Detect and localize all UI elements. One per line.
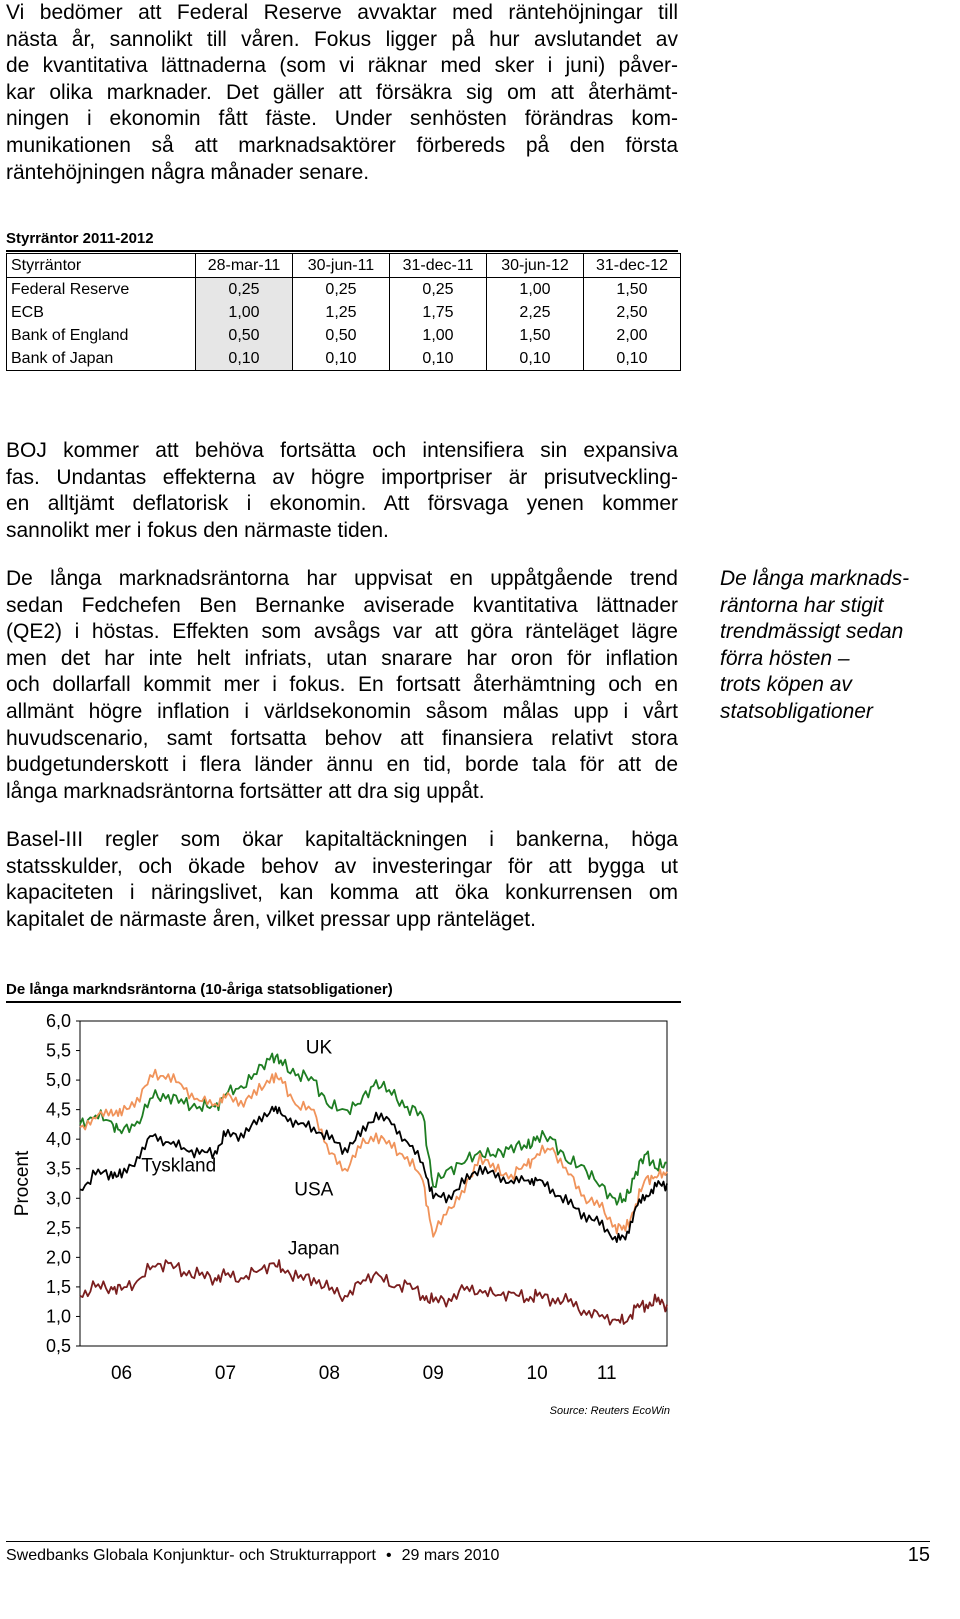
text-line: allmänt högre inflation i världsekonomin såsom målas upp i vårt: [6, 699, 678, 723]
table-header-cell: 30-jun-12: [487, 254, 584, 278]
table-cell: 2,50: [584, 301, 681, 324]
table-cell: 0,10: [196, 347, 293, 371]
text-line: men det har inte helt infriats, utan snarare har oron för inflation: [6, 646, 678, 670]
table-header-cell: 31-dec-11: [390, 254, 487, 278]
table-cell: 0,10: [487, 347, 584, 371]
x-tick-label: 06: [110, 1363, 133, 1384]
paragraph-fed-outlook: [6, 0, 678, 186]
y-tick-label: 3,5: [45, 1158, 71, 1179]
text-line: sedan Fedchefen Ben Bernanke aviserade kvantitativa lättnader: [6, 593, 678, 617]
footer-bullet: •: [385, 1547, 392, 1564]
series-line-japan: [80, 1260, 667, 1325]
table-cell: Bank of Japan: [7, 347, 196, 371]
y-tick-label: 1,5: [45, 1276, 71, 1297]
y-tick-label: 0,5: [45, 1336, 71, 1356]
text-line: kar olika marknader. Det gäller att försäkra sig om att återhämt-: [6, 80, 678, 104]
x-tick-label: 09: [422, 1363, 444, 1384]
x-tick-label: 08: [318, 1363, 340, 1384]
text-line: huvudscenario, samt fortsatta behov att finansiera relativt stora: [6, 726, 678, 750]
table-row: [7, 324, 681, 347]
policy-rates-table: [6, 253, 681, 371]
table-cell: 0,25: [196, 278, 293, 302]
text-line: Basel-III regler som ökar kapitaltäckningen i bankerna, höga: [6, 828, 678, 851]
text-line: kapaciteten i näringslivet, kan komma att öka konkurrensen om: [6, 881, 678, 905]
y-tick-label: 3,0: [45, 1188, 71, 1209]
table-cell: 1,00: [487, 278, 584, 302]
table-cell: 0,10: [584, 347, 681, 371]
table-cell: 0,25: [390, 278, 487, 302]
text-line: munikationen så att marknadsaktörer förbereds på den första: [6, 133, 678, 157]
y-tick-label: 5,0: [45, 1070, 71, 1091]
table-cell: 1,50: [584, 278, 681, 302]
paragraph-long-rates: [6, 566, 678, 805]
footer-publication: Swedbanks Globala Konjunktur- och Strukturrapport: [6, 1547, 376, 1564]
chart-title: De långa markndsräntorna (10-åriga statsobligationer): [6, 981, 393, 998]
table-cell: 0,50: [293, 324, 390, 347]
margin-note-line: trots köpen av: [720, 673, 852, 697]
table-row: [7, 347, 681, 371]
table-cell: 2,25: [487, 301, 584, 324]
page-number: 15: [907, 1544, 930, 1566]
y-tick-label: 4,0: [45, 1129, 71, 1150]
paragraph-boj: [6, 438, 678, 544]
y-axis-label: Procent: [12, 1150, 33, 1217]
table-header-row: [7, 254, 681, 278]
bond-yield-chart: [0, 1003, 700, 1403]
table-cell: 1,25: [293, 301, 390, 324]
series-annotation: UK: [305, 1037, 333, 1059]
y-tick-label: 5,5: [45, 1040, 71, 1061]
table-cell: 1,00: [390, 324, 487, 347]
chart-source: Source: Reuters EcoWin: [549, 1405, 670, 1417]
text-line: (QE2) i höstas. Effekten som avsågs var att göra ränteläget lägre: [6, 620, 678, 644]
text-line: fas. Undantas effekterna av högre importpriser är prisutveckling-: [6, 465, 678, 489]
y-tick-label: 4,5: [45, 1099, 71, 1120]
text-line: BOJ kommer att behöva fortsätta och intensifiera sin expansiva: [6, 439, 678, 462]
series-annotation: Tyskland: [141, 1155, 217, 1177]
margin-note-line: räntorna har stigit: [720, 593, 884, 617]
y-tick-label: 6,0: [45, 1011, 71, 1031]
table-row: [7, 301, 681, 324]
margin-note-line: förra hösten –: [720, 646, 850, 670]
text-line: de kvantitativa lättnaderna (som vi räknar med sker i juni) påver-: [6, 54, 678, 78]
series-annotation: USA: [294, 1179, 334, 1201]
table-cell: 2,00: [584, 324, 681, 347]
table-title: Styrräntor 2011-2012: [6, 230, 154, 247]
table-cell: 0,25: [293, 278, 390, 302]
table-cell: ECB: [7, 301, 196, 324]
y-tick-label: 1,0: [45, 1306, 71, 1327]
y-tick-label: 2,5: [45, 1217, 71, 1238]
footer-date: 29 mars 2010: [401, 1547, 500, 1564]
paragraph-basel: [6, 827, 678, 933]
table-top-rule: [6, 250, 678, 252]
table-cell: 1,50: [487, 324, 584, 347]
margin-note-line: De långa marknads-: [720, 567, 910, 590]
footer-rule: [6, 1541, 930, 1542]
table-cell: 1,75: [390, 301, 487, 324]
margin-note: [720, 566, 950, 726]
table-header-cell: 28-mar-11: [196, 254, 293, 278]
text-line: räntehöjningen några månader senare.: [6, 160, 370, 184]
text-line: långa marknadsräntorna fortsätter att dra sig uppåt.: [6, 779, 485, 803]
x-tick-label: 10: [526, 1363, 548, 1384]
margin-note-line: trendmässigt sedan: [720, 620, 904, 644]
text-line: och dollarfall kommit mer i fokus. En fortsatt återhämtning och en: [6, 673, 678, 697]
text-line: kapitalet de närmaste åren, vilket pressar upp ränteläget.: [6, 907, 536, 931]
text-line: statsskulder, och ökade behov av investeringar för att bygga ut: [6, 854, 678, 878]
plot-frame: [80, 1021, 667, 1346]
table-cell: Federal Reserve: [7, 278, 196, 302]
table-cell: 0,50: [196, 324, 293, 347]
table-header-cell: 30-jun-11: [293, 254, 390, 278]
table-cell: 0,10: [390, 347, 487, 371]
text-line: budgetunderskott i flera länder ännu en tid, borde tala för att de: [6, 753, 678, 777]
x-tick-label: 11: [596, 1363, 617, 1384]
text-line: en alltjämt deflatorisk i ekonomin. Att försvaga yenen kommer: [6, 492, 678, 516]
text-line: nästa år, sannolikt till våren. Fokus ligger på hur avslutandet av: [6, 27, 678, 51]
x-tick-label: 07: [214, 1363, 237, 1384]
y-tick-label: 2,0: [45, 1247, 71, 1268]
table-cell: 1,00: [196, 301, 293, 324]
margin-note-line: statsobligationer: [720, 699, 873, 723]
table-header-cell: 31-dec-12: [584, 254, 681, 278]
table-row: [7, 278, 681, 302]
text-line: sannolikt mer i fokus den närmaste tiden.: [6, 518, 389, 542]
text-line: Vi bedömer att Federal Reserve avvaktar med räntehöjningar till: [6, 1, 678, 24]
text-line: De långa marknadsräntorna har uppvisat en uppåtgående trend: [6, 567, 678, 590]
table-cell: Bank of England: [7, 324, 196, 347]
table-cell: 0,10: [293, 347, 390, 371]
text-line: ningen i ekonomin fått fäste. Under senhösten förändras kom-: [6, 107, 678, 131]
series-annotation: Japan: [287, 1238, 340, 1260]
table-header-cell: Styrräntor: [7, 254, 196, 278]
